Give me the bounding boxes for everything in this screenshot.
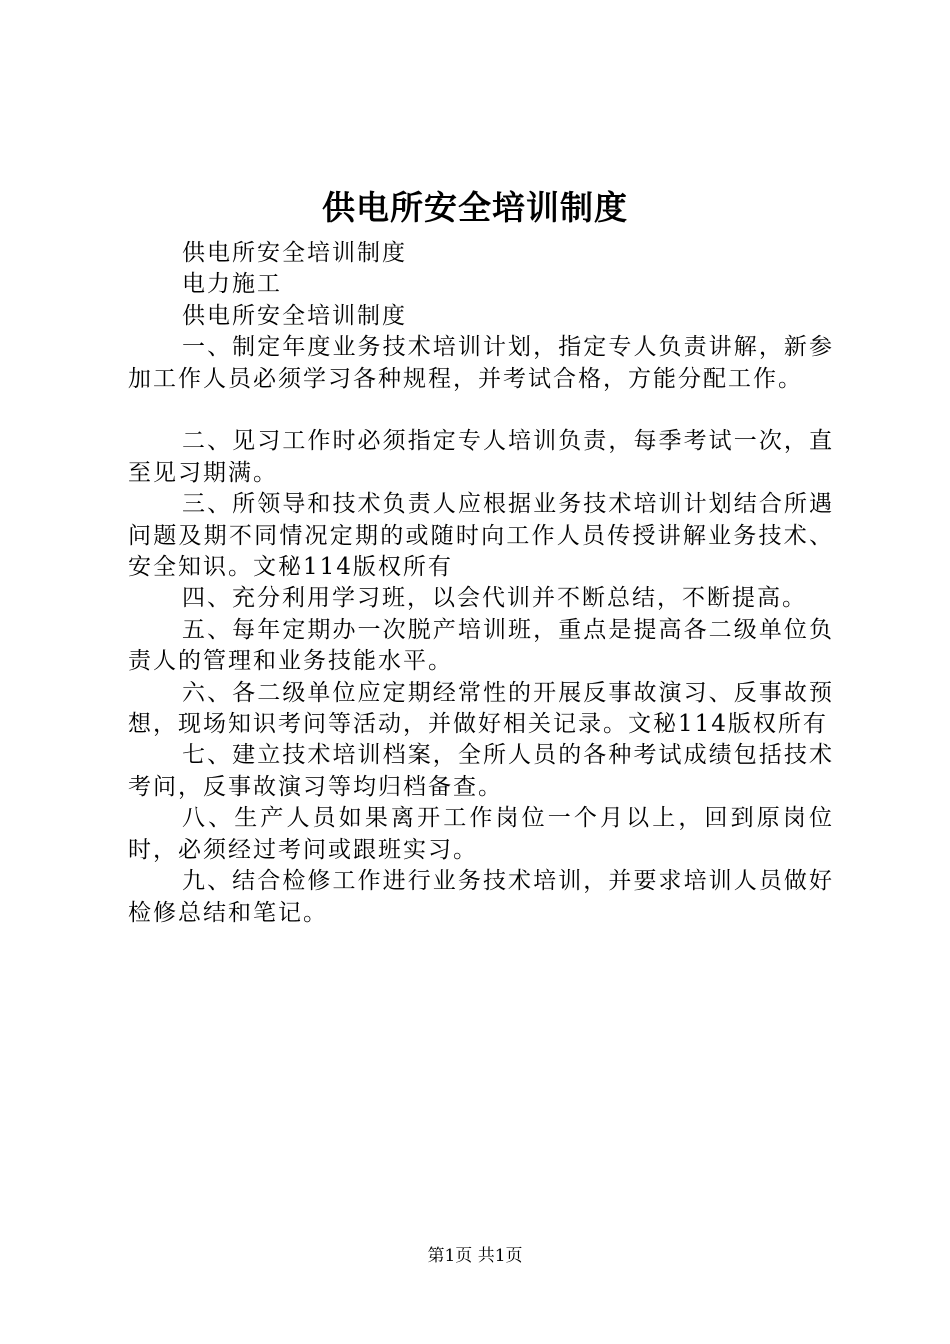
document-body	[128, 238, 834, 929]
paragraph-item-4: 四、充分利用学习班，以会代训并不断总结，不断提高。	[182, 585, 807, 612]
paragraph-category: 电力施工	[182, 271, 282, 298]
paragraph-item-2: 二、见习工作时必须指定专人培训负责，每季考试一次，直至见习期满。	[128, 428, 834, 486]
page-footer: 第1页 共1页	[427, 1246, 523, 1266]
paragraph-item-6: 六、各二级单位应定期经常性的开展反事故演习、反事故预想，现场知识考问等活动，并做好相关记录。文秘114版权所有	[128, 679, 834, 738]
paragraph-subtitle: 供电所安全培训制度	[182, 240, 407, 266]
paragraph-item-1: 一、制定年度业务技术培训计划，指定专人负责讲解，新参加工作人员必须学习各种规程，并考试合格，方能分配工作。	[128, 334, 834, 392]
paragraph-item-9: 九、结合检修工作进行业务技术培训，并要求培训人员做好检修总结和笔记。	[128, 868, 834, 926]
paragraph-item-7: 七、建立技术培训档案，全所人员的各种考试成绩包括技术考问，反事故演习等均归档备查。	[128, 742, 834, 800]
paragraph-heading: 供电所安全培训制度	[182, 302, 407, 329]
paragraph-item-8: 八、生产人员如果离开工作岗位一个月以上，回到原岗位时，必须经过考问或跟班实习。	[128, 805, 834, 863]
page-title: 供电所安全培训制度	[322, 188, 628, 227]
paragraph-item-5: 五、每年定期办一次脱产培训班，重点是提高各二级单位负责人的管理和业务技能水平。	[128, 616, 834, 675]
paragraph-item-3: 三、所领导和技术负责人应根据业务技术培训计划结合所遇问题及期不同情况定期的或随时向工作人员传授讲解业务技术、安全知识。文秘114版权所有	[128, 491, 834, 581]
